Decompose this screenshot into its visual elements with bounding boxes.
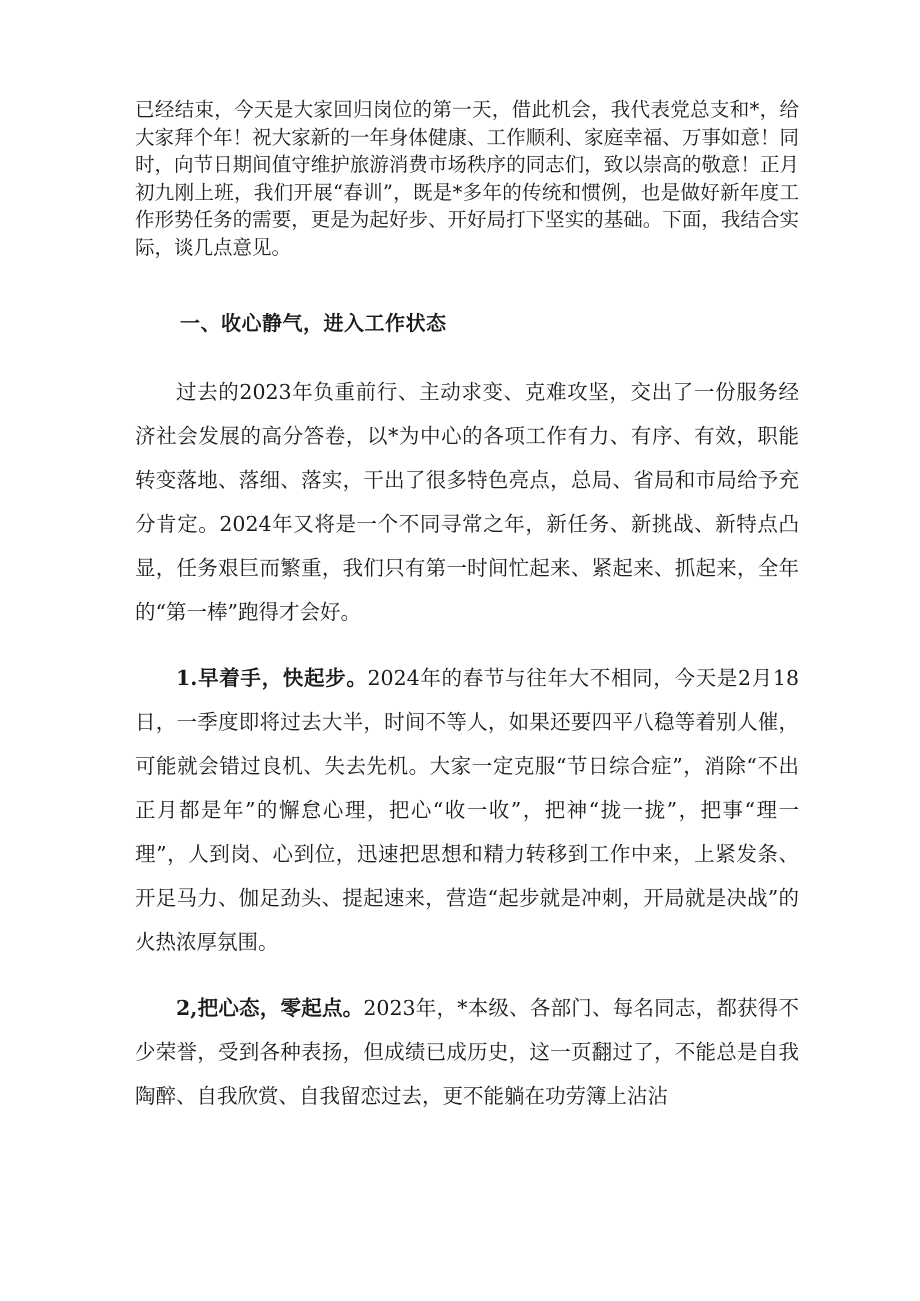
item-2-text: 2023年，*本级、各部门、每名同志，都获得不少荣誉，受到各种表扬，但成绩已成历史，这一页翻过了，不能总是自我陶醉、自我欣赏、自我留恋过去，更不能躺在功劳簿上沾沾 <box>135 996 799 1108</box>
document-body <box>135 370 799 1140</box>
section-heading: 一、收心静气，进入工作状态 <box>180 311 447 335</box>
item-2-lead: 2,把心态，零起点。 <box>176 996 364 1020</box>
intro-paragraph: 已经结束，今天是大家回归岗位的第一天，借此机会，我代表党总支和*，给大家拜个年！祝大家新的一年身体健康、工作顺利、家庭幸福、万事如意！同时，向节日期间值守维护旅游消费市场秩序的同志们，致以崇高的敬意！正月初九刚上班，我们开展“春训”，既是*多年的传统和惯例，也是做好新年度工作形势任务的需要，更是为起好步、开好局打下坚实的基础。下面，我结合实际，谈几点意见。 <box>135 98 799 259</box>
numbered-item-2 <box>135 986 799 1118</box>
body-paragraph: 过去的2023年负重前行、主动求变、克难攻坚，交出了一份服务经济社会发展的高分答卷，以*为中心的各项工作有力、有序、有效，职能转变落地、落细、落实，干出了很多特色亮点，总局、省局和市局给予充分肯定。2024年又将是一个不同寻常之年，新任务、新挑战、新特点凸显，任务艰巨而繁重，我们只有第一时间忙起来、紧起来、抓起来，全年的“第一棒”跑得才会好。 <box>135 380 799 624</box>
item-1-text: 2024年的春节与往年大不相同，今天是2月18日，一季度即将过去大半，时间不等人，如果还要四平八稳等着别人催，可能就会错过良机、失去先机。大家一定克服“节日综合症”，消除“不出正月都是年”的懈怠心理，把心“收一收”，把神“拢一拢”，把事“理一理”，人到岗、心到位，迅速把思想和精力转移到工作中来，上紧发条、开足马力、伽足劲头、提起速来，营造“起步就是冲刺，开局就是决战”的火热浓厚氛围。 <box>135 666 799 954</box>
item-1-lead: 1.早着手，快起步。 <box>176 666 368 690</box>
numbered-item-1 <box>135 656 799 964</box>
